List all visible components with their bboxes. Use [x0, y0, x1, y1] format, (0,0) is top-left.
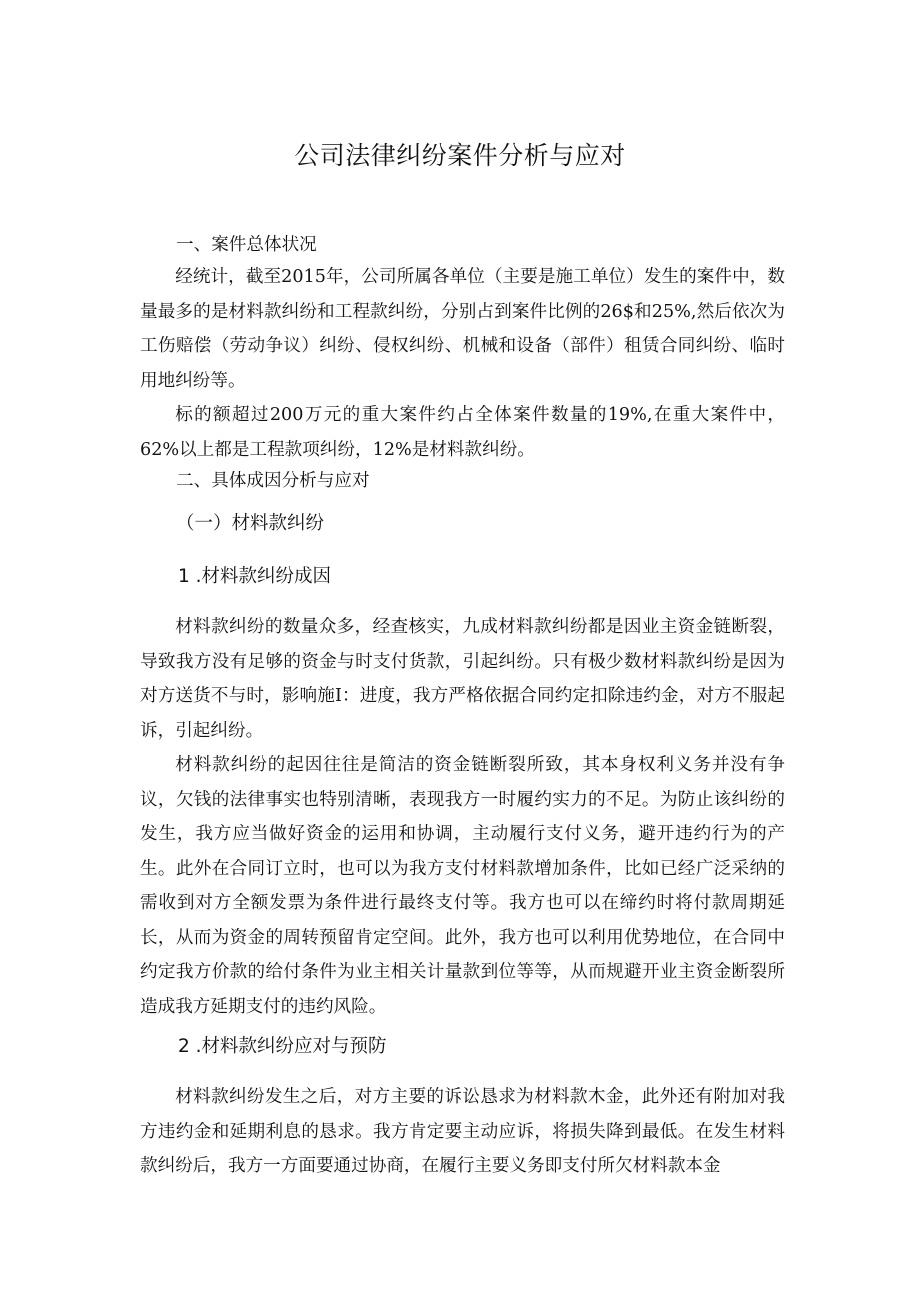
section-overview-body	[140, 260, 785, 467]
item-heading-response: 2 .材料款纠纷应对与预防	[178, 1036, 387, 1057]
paragraph-prevention: 材料款纠纷的起因往往是简洁的资金链断裂所致，其本身权利义务并没有争议，欠钱的法律事实也特别清晰，表现我方一时履约实力的不足。为防止该纠纷的发生，我方应当做好资金的运用和协调，主动履行支付义务，避开违约行为的产生。此外在合同订立时，也可以为我方支付材料款增加条件，比如已经广泛采纳的需收到对方全额发票为条件进行最终支付等。我方也可以在缔约时将付款周期延长，从而为资金的周转预留肯定空间。此外，我方也可以利用优势地位，在合同中约定我方价款的给付条件为业主相关计量款到位等等，从而规避开业主资金断裂所造成我方延期支付的违约风险。	[140, 755, 785, 1017]
subsection-heading-material-disputes: （一）材料款纠纷	[176, 513, 325, 534]
paragraph-response: 材料款纠纷发生之后，对方主要的诉讼恳求为材料款木金，此外还有附加对我方违约金和延期利息的恳求。我方肯定要主动应诉，将损失降到最低。在发生材料款纠纷后，我方一方面要通过协商，在履行主要义务即支付所欠材料款本金	[140, 1087, 785, 1176]
item-response-body	[140, 1080, 785, 1184]
paragraph-major-cases: 标的额超过200万元的重大案件约占全体案件数量的19%,在重大案件中，62%以上都是工程款项纠纷，12%是材料款纠纷。	[140, 405, 785, 460]
paragraph-case-statistics: 经统计，截至2015年，公司所属各单位（主要是施工单位）发生的案件中，数量最多的是材料款纠纷和工程款纠纷，分别占到案件比例的26$和25%,然后依次为工伤赔偿（劳动争议）纠纷、侵权纠纷、机械和设备（部件）租赁合同纠纷、临时用地纠纷等。	[140, 267, 785, 391]
section-heading-overview: 一、案件总体状况	[176, 235, 317, 255]
section-heading-analysis: 二、具体成因分析与应对	[176, 471, 370, 491]
item-causes-body	[140, 610, 785, 1024]
item-heading-causes: 1 .材料款纠纷成因	[178, 566, 332, 587]
paragraph-causes: 材料款纠纷的数量众多，经查核实，九成材料款纠纷都是因业主资金链断裂，导致我方没有足够的资金与时支付货款，引起纠纷。只有极少数材料款纠纷是因为对方送货不与时，影响施I：进度，我方严格依据合同约定扣除违约金，对方不服起诉，引起纠纷。	[140, 617, 785, 741]
document-title: 公司法律纠纷案件分析与应对	[294, 141, 626, 170]
